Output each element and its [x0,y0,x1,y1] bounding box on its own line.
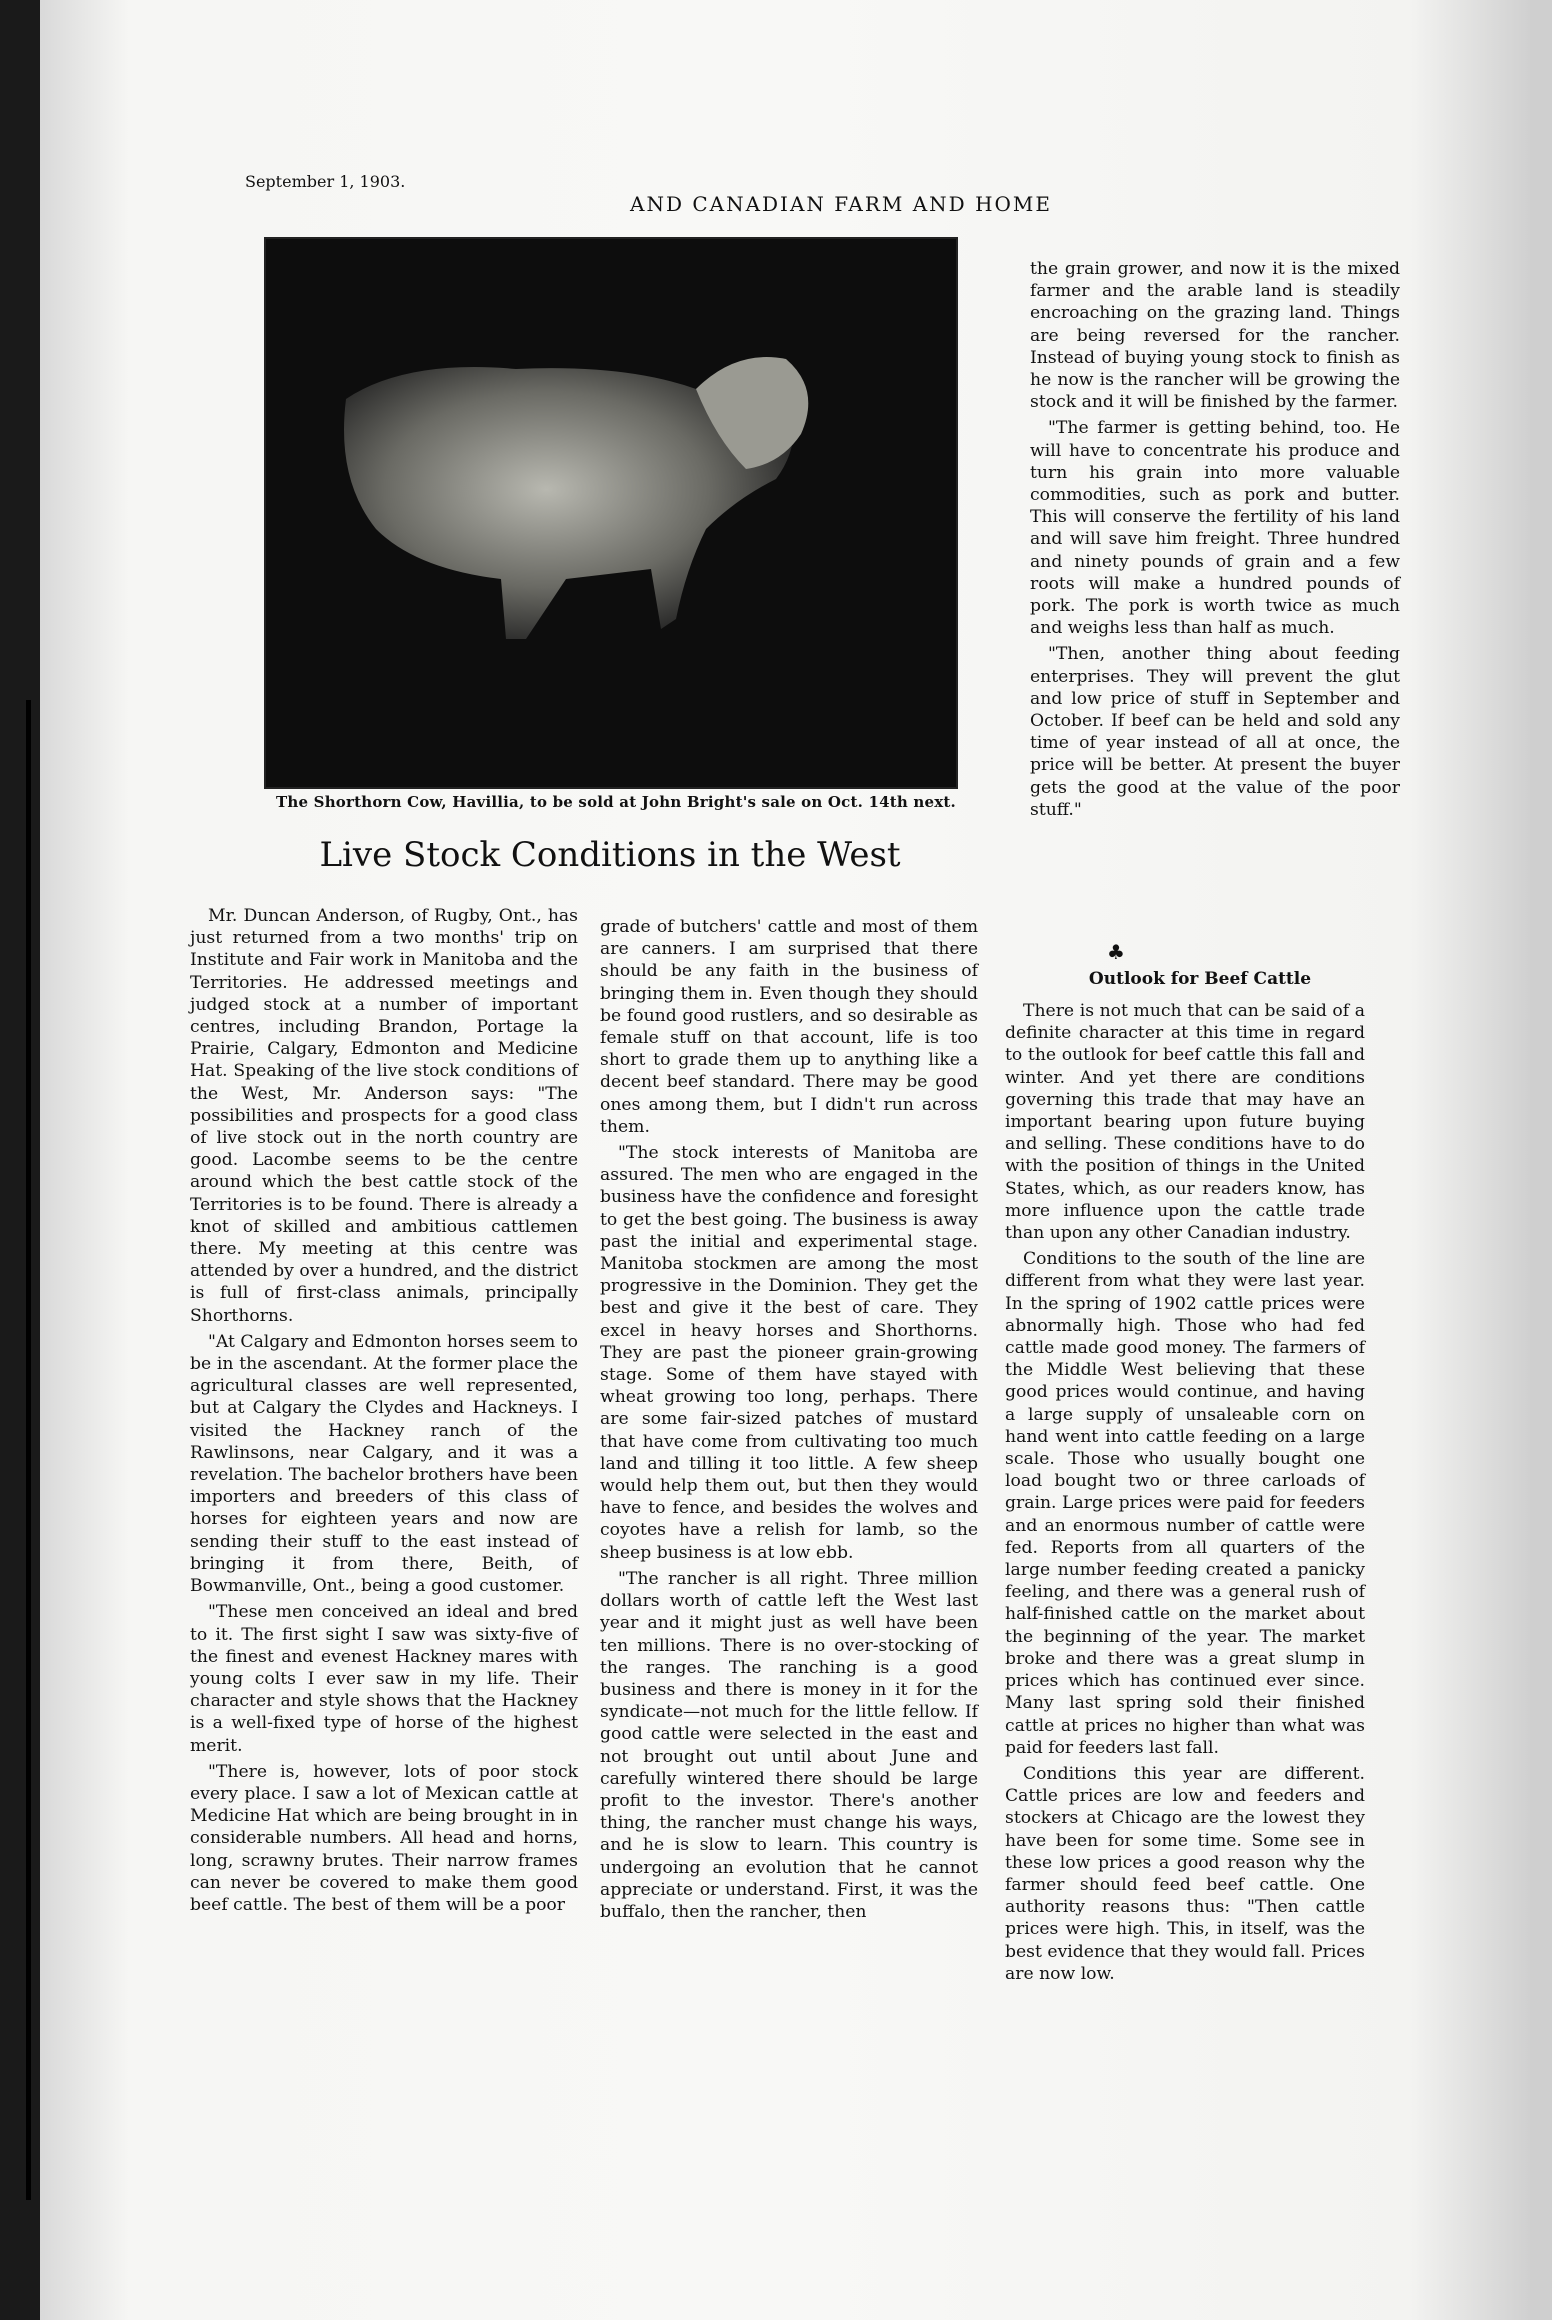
column-2 [600,916,978,1927]
section-subhead: Outlook for Beef Cattle [1088,969,1312,989]
article-headline: Live Stock Conditions in the West [319,835,901,875]
paragraph: "At Calgary and Edmonton horses seem to be in the ascendant. At the former place the agricultural classes are well represented, but at Calgary the Clydes and Hackneys. I visited the Hackney ranch of the Rawlinsons, near Calgary, and it was a revelation. The bachelor brothers have been importers and breeders of this class of horses for eighteen years and now are sending their stuff to the east instead of bringing it from there, Beith, of Bowmanville, Ont., being a good customer. [190,1331,578,1597]
paragraph: "The stock interests of Manitoba are assured. The men who are engaged in the business have the confidence and foresight to get the best going. The business is away past the initial and experimental stage. Manitoba stockmen are among the most progressive in the Dominion. They get the best and give it the best of care. They excel in heavy horses and Shorthorns. They are past the pioneer grain-growing stage. Some of them have stayed with wheat growing too long, perhaps. There are some fair-sized patches of mustard that have come from cultivating too much land and tilling it too little. A few sheep would help them out, but then they would have to fence, and besides the wolves and coyotes have a relish for lamb, so the sheep business is at low ebb. [600,1143,978,1563]
paragraph: grade of butchers' cattle and most of them are canners. I am surprised that there should be any faith in the business of bringing them in. Even though they should be found good rustlers, and so desirable as female stuff on that account, life is too short to grade them up to anything like a decent beef standard. There may be good ones among them, but I didn't run across them. [600,917,978,1137]
paragraph: "The rancher is all right. Three million dollars worth of cattle left the West last year and it might just as well have been ten millions. There is no over-stocking of the ranges. The ranching is a good business and there is money in it for the syndicate—not much for the little fellow. If good cattle were selected in the east and not brought out until about June and carefully wintered there should be large profit to the investor. There's another thing, the rancher must change his ways, and he is slow to learn. This country is undergoing an evolution that he cannot appreciate or understand. First, it was the buffalo, then the rancher, then [600,1568,978,1922]
paragraph: There is not much that can be said of a definite character at this time in regard to the outlook for beef cattle this fall and winter. And yet there are conditions governing this trade that may have an important bearing upon future buying and selling. These conditions have to do with the position of things in the United States, which, as our readers know, has more influence upon the cattle trade than upon any other Canadian industry. [1005,1001,1365,1244]
cow-photo-image [266,239,956,787]
left-edge-strip [0,0,40,2320]
paragraph: "These men conceived an ideal and bred to it. The first sight I saw was sixty-five of the finest and evenest Hackney mares with young colts I ever saw in my life. Their character and style shows that the Hackney is a well-fixed type of horse of the highest merit. [190,1602,578,1756]
column-1 [190,905,578,1920]
cow-photo [264,237,958,789]
column-3-top [1030,258,1400,825]
header-title: AND CANADIAN FARM AND HOME [630,192,1052,216]
paragraph: "There is, however, lots of poor stock every place. I saw a lot of Mexican cattle at Medicine Hat which are being brought in in considerable numbers. All head and horns, long, scrawny brutes. Their narrow frames can never be covered to make them good beef cattle. The best of them will be a poor [190,1761,578,1915]
edge-rule [26,700,31,2200]
photo-caption: The Shorthorn Cow, Havillia, to be sold at John Bright's sale on Oct. 14th next. [276,793,956,811]
paragraph: the grain grower, and now it is the mixed farmer and the arable land is steadily encroaching on the grazing land. Things are being reversed for the rancher. Instead of buying young stock to finish as he now is the rancher will be growing the stock and it will be finished by the farmer. [1030,259,1400,413]
paragraph: "The farmer is getting behind, too. He will have to concentrate his produce and turn his grain into more valuable commodities, such as pork and butter. This will conserve the fertility of his land and will save him freight. Three hundred and ninety pounds of grain and a few roots will make a hundred pounds of pork. The pork is worth twice as much and weighs less than half as much. [1030,418,1400,639]
header-date: September 1, 1903. [245,172,406,191]
paragraph: "Then, another thing about feeding enterprises. They will prevent the glut and low price of stuff in September and October. If beef can be held and sold any time of year instead of all at once, the price will be better. At present the buyer gets the good at the value of the poor stuff." [1030,644,1400,820]
column-3-bottom [1005,1000,1365,1989]
paragraph: Conditions this year are different. Cattle prices are low and feeders and stockers at Chicago are the lowest they have been for some time. Some see in these low prices a good reason why the farmer should feed beef cattle. One authority reasons thus: "Then cattle prices were high. This, in itself, was the best evidence that they would fall. Prices are now low. [1005,1763,1365,1984]
section-ornament: ♣ [1107,940,1125,964]
paragraph: Conditions to the south of the line are different from what they were last year. In the spring of 1902 cattle prices were abnormally high. Those who had fed cattle made good money. The farmers of the Middle West believing that these good prices would continue, and having a large supply of unsaleable corn on hand went into cattle feeding on a large scale. Those who usually bought one load bought two or three carloads of grain. Large prices were paid for feeders and an enormous number of cattle were fed. Reports from all quarters of the large number feeding created a panicky feeling, and there was a general rush of half-finished cattle on the market about the beginning of the year. The market broke and there was a great slump in prices which has continued ever since. Many last spring sold their finished cattle at prices no higher than what was paid for feeders last fall. [1005,1249,1365,1758]
paragraph: Mr. Duncan Anderson, of Rugby, Ont., has just returned from a two months' trip on Institute and Fair work in Manitoba and the Territories. He addressed meetings and judged stock at a number of important centres, including Brandon, Portage la Prairie, Calgary, Edmonton and Medicine Hat. Speaking of the live stock conditions of the West, Mr. Anderson says: "The possibilities and prospects for a good class of live stock out in the north country are good. Lacombe seems to be the centre around which the best cattle stock of the Territories is to be found. There is already a knot of skilled and ambitious cattlemen there. My meeting at this centre was attended by over a hundred, and the district is full of first-class animals, principally Shorthorns. [190,906,578,1326]
